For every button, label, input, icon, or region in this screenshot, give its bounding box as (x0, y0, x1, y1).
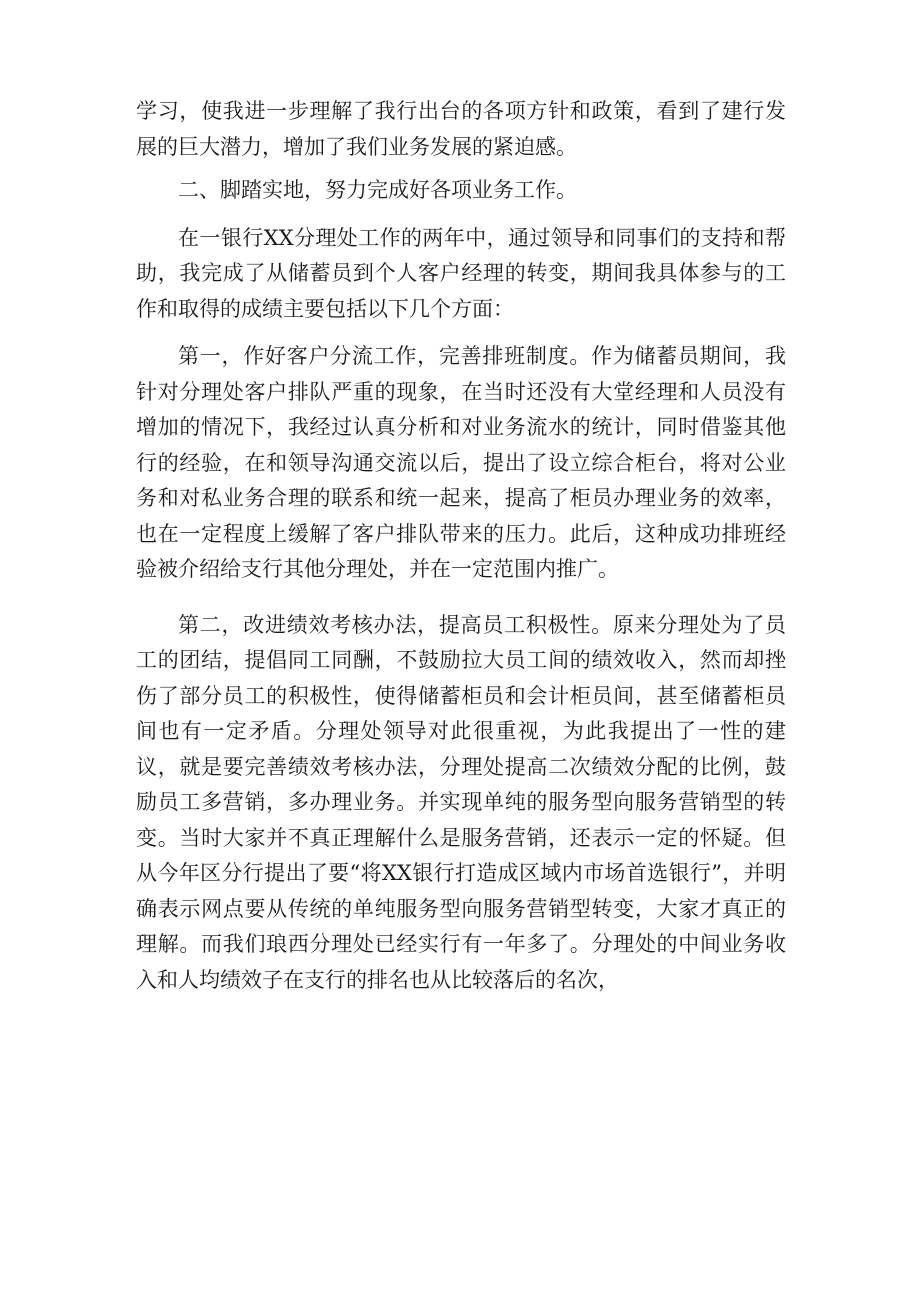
paragraph-point-two: 第二，改进绩效考核办法，提高员工积极性。原来分理处为了员工的团结，提倡同工同酬，不鼓励拉大员工间的绩效收入，然而却挫伤了部分员工的积极性，使得储蓄柜员和会计柜员间，甚至储蓄柜员间也有一定矛盾。分理处领导对此很重视，为此我提出了一性的建议，就是要完善绩效考核办法，分理处提高二次绩效分配的比例，鼓励员工多营销，多办理业务。并实现单纯的服务型向服务营销型的转变。当时大家并不真正理解什么是服务营销，还表示一定的怀疑。但从今年区分行提出了要“将XX银行打造成区域内市场首选银行”，并明确表示网点要从传统的单纯服务型向服务营销型转变，大家才真正的理解。而我们琅西分理处已经实行有一年多了。分理处的中间业务收入和人均绩效子在支行的排名也从比较落后的名次， (136, 612, 786, 992)
section-heading-two: 二、脚踏实地，努力完成好各项业务工作。 (178, 178, 577, 202)
paragraph-study-continuation: 学习，使我进一步理解了我行出台的各项方针和政策，看到了建行发展的巨大潜力，增加了我们业务发展的紧迫感。 (136, 99, 786, 159)
paragraph-point-one: 第一，作好客户分流工作，完善排班制度。作为储蓄员期间，我针对分理处客户排队严重的现象，在当时还没有大堂经理和人员没有增加的情况下，我经过认真分析和对业务流水的统计，同时借鉴其他行的经验，在和领导沟通交流以后，提出了设立综合柜台，将对公业务和对私业务合理的联系和统一起来，提高了柜员办理业务的效率，也在一定程度上缓解了客户排队带来的压力。此后，这种成功排班经验被介绍给支行其他分理处，并在一定范围内推广。 (136, 344, 786, 581)
paragraph-work-overview: 在一银行XX分理处工作的两年中，通过领导和同事们的支持和帮助，我完成了从储蓄员到个人客户经理的转变，期间我具体参与的工作和取得的成绩主要包括以下几个方面： (136, 225, 786, 321)
